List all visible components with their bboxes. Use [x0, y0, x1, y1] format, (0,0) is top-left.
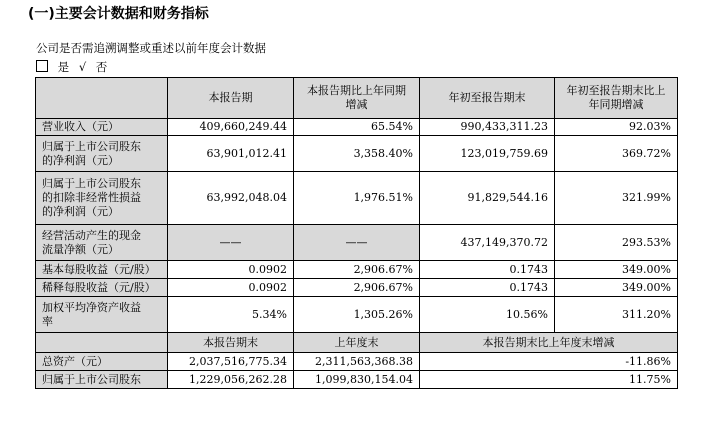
cell: 2,906.67%	[294, 279, 420, 297]
table-row	[36, 371, 678, 389]
cell: 63,901,012.41	[168, 136, 294, 172]
header-cell-empty	[36, 78, 168, 119]
header-cell: 本报告期	[168, 78, 294, 119]
restatement-options	[36, 59, 113, 75]
cell: 3,358.40%	[294, 136, 420, 172]
cell: 437,149,370.72	[420, 225, 555, 261]
cell: 65.54%	[294, 119, 420, 136]
cell: 1,976.51%	[294, 172, 420, 225]
cell: 92.03%	[555, 119, 678, 136]
table-row	[36, 261, 678, 279]
cell: ——	[294, 225, 420, 261]
cell: 1,305.26%	[294, 297, 420, 333]
header-cell: 上年度末	[294, 333, 420, 353]
table-row	[36, 119, 678, 136]
check-mark-icon: √	[78, 60, 87, 74]
cell: 369.72%	[555, 136, 678, 172]
cell: 10.56%	[420, 297, 555, 333]
option-yes: 是	[57, 60, 70, 74]
cell: 63,992,048.04	[168, 172, 294, 225]
row-label: 加权平均净资产收益 率	[36, 297, 168, 333]
header-cell: 本报告期末	[168, 333, 294, 353]
table-row	[36, 353, 678, 371]
cell: 1,229,056,262.28	[168, 371, 294, 389]
cell: 91,829,544.16	[420, 172, 555, 225]
header-cell: 本报告期比上年同期 增减	[294, 78, 420, 119]
row-label: 经营活动产生的现金 流量净额（元）	[36, 225, 168, 261]
cell: 0.0902	[168, 261, 294, 279]
cell: 0.1743	[420, 261, 555, 279]
row-label: 归属于上市公司股东 的扣除非经常性损益 的净利润（元）	[36, 172, 168, 225]
cell: 5.34%	[168, 297, 294, 333]
cell: 311.20%	[555, 297, 678, 333]
cell: 1,099,830,154.04	[294, 371, 420, 389]
cell: 11.75%	[420, 371, 678, 389]
table-row	[36, 225, 678, 261]
row-label: 稀释每股收益（元/股）	[36, 279, 168, 297]
cell: 0.1743	[420, 279, 555, 297]
section-heading: (一)主要会计数据和财务指标	[28, 6, 209, 22]
cell: 2,311,563,368.38	[294, 353, 420, 371]
cell: 0.0902	[168, 279, 294, 297]
table-row	[36, 279, 678, 297]
cell: -11.86%	[420, 353, 678, 371]
header-cell: 年初至报告期末	[420, 78, 555, 119]
row-label: 基本每股收益（元/股）	[36, 261, 168, 279]
cell: 409,660,249.44	[168, 119, 294, 136]
cell: 349.00%	[555, 261, 678, 279]
cell: 2,906.67%	[294, 261, 420, 279]
row-label: 总资产（元）	[36, 353, 168, 371]
table-row	[36, 136, 678, 172]
option-no: 否	[95, 60, 108, 74]
cell: ——	[168, 225, 294, 261]
header-cell: 本报告期末比上年度末增减	[420, 333, 678, 353]
cell: 321.99%	[555, 172, 678, 225]
cell: 2,037,516,775.34	[168, 353, 294, 371]
row-label: 归属于上市公司股东 的净利润（元）	[36, 136, 168, 172]
row-label: 营业收入（元）	[36, 119, 168, 136]
checkbox-icon	[36, 60, 48, 72]
cell: 990,433,311.23	[420, 119, 555, 136]
financial-data-table	[35, 77, 678, 389]
table-row	[36, 297, 678, 333]
table-row	[36, 172, 678, 225]
cell: 349.00%	[555, 279, 678, 297]
header-cell: 年初至报告期末比上 年同期增减	[555, 78, 678, 119]
table-header-row	[36, 333, 678, 353]
restatement-question: 公司是否需追溯调整或重述以前年度会计数据	[36, 41, 266, 55]
cell: 123,019,759.69	[420, 136, 555, 172]
row-label: 归属于上市公司股东	[36, 371, 168, 389]
cell: 293.53%	[555, 225, 678, 261]
header-cell-empty	[36, 333, 168, 353]
table-header-row	[36, 78, 678, 119]
